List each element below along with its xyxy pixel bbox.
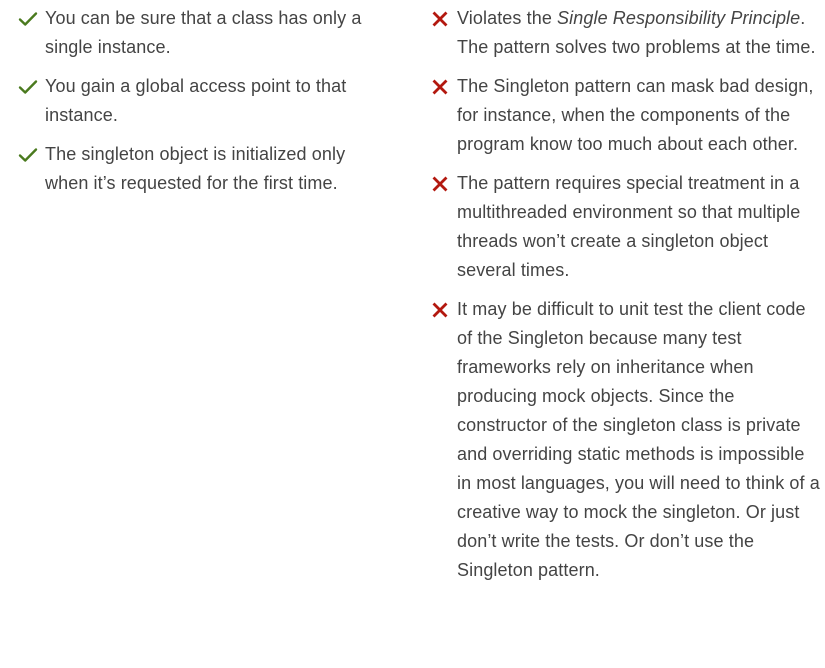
cross-icon (430, 9, 450, 29)
con-item (430, 295, 822, 585)
pro-item-text: You gain a global access point to that instance. (45, 76, 347, 125)
cross-icon (430, 77, 450, 97)
con-item-text: The Singleton pattern can mask bad design, for instance, when the components of the program know too much about each other. (457, 76, 814, 154)
pros-column (18, 4, 390, 208)
srp-emphasis: Single Responsibility Principle (557, 8, 801, 28)
check-icon (18, 9, 38, 29)
check-icon (18, 77, 38, 97)
con-item (430, 169, 822, 285)
check-icon (18, 145, 38, 165)
con-item (430, 4, 822, 62)
cross-icon (430, 174, 450, 194)
con-item-text: It may be difficult to unit test the client code of the Singleton because many test frameworks rely on inheritance when producing mock objects. Since the constructor of the singleton class is private and overriding static methods is impossible in most languages, you will need to think of a creative way to mock the singleton. Or just don’t write the tests. Or don’t use the Singleton pattern. (457, 299, 820, 580)
pro-item (18, 4, 390, 62)
pros-list (18, 4, 390, 198)
pro-item-text: The singleton object is initialized only when it’s requested for the first time. (45, 144, 346, 193)
cons-column (430, 4, 822, 595)
con-item (430, 72, 822, 159)
pro-item-text: You can be sure that a class has only a single instance. (45, 8, 362, 57)
pro-item (18, 140, 390, 198)
pro-item (18, 72, 390, 130)
con-item-text: Violates the Single Responsibility Principle. The pattern solves two problems at the time. (457, 8, 816, 57)
cross-icon (430, 300, 450, 320)
cons-list (430, 4, 822, 585)
con-item-text: The pattern requires special treatment in a multithreaded environment so that multiple threads won’t create a singleton object several times. (457, 173, 801, 280)
